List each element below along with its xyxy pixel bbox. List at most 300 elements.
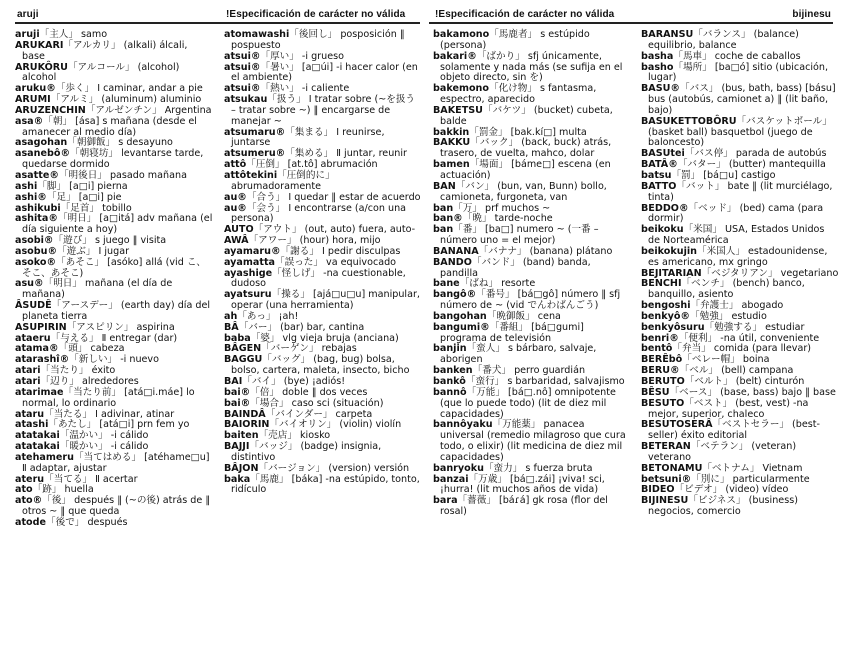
entry-headword: atsumaru® <box>224 126 286 138</box>
entry-headword: bannô <box>433 386 467 398</box>
entry-definition: 「別に」 particularmente <box>691 473 810 485</box>
entry-headword: BATÂ® <box>641 159 678 171</box>
entry-headword: BÂJON <box>224 462 259 474</box>
entry-headword: bentô <box>641 343 673 355</box>
entry-definition: 「場合」 caso sci (situación) <box>250 397 384 409</box>
entry-definition: 「当てはめる」 [atéhame□u] Ⅱ adaptar, ajustar <box>22 451 210 474</box>
entry-definition: 「バス」 (bus, bath, bass) [básu] bus (autobús, camionet a) ‖ (lit baño, bajo) <box>648 83 836 116</box>
entry-definition: 「会う」 Ⅰ encontrarse (a/con una persona) <box>231 202 407 225</box>
entry-definition: 「番」 [ba□] numero ~ (一番 – número uno = el mejor) <box>440 224 599 247</box>
entry-headword: bane <box>433 278 460 290</box>
entry-headword: bangô® <box>433 289 477 301</box>
entry-headword: attô <box>224 159 247 171</box>
entry-definition: 「バケツ」 (bucket) cubeta, balde <box>440 104 613 127</box>
entry-definition: 「アワー」 (hour) hora, mijo <box>248 235 381 247</box>
dictionary-entry <box>15 453 213 475</box>
entry-headword: BERUTO <box>641 376 685 387</box>
dictionary-entry <box>15 388 213 410</box>
entry-definition: 「謝る」 Ⅰ pedir disculpas <box>280 245 401 257</box>
entry-definition: 「婆」 vlg vieja bruja (anciana) <box>250 332 399 344</box>
page-header <box>15 5 833 23</box>
dictionary-entry <box>433 52 631 85</box>
entry-definition: 「バター」 (butter) mantequilla <box>677 159 826 171</box>
entry-definition: 「ばね」 resorte <box>459 278 536 290</box>
entry-headword: attôtekini <box>224 169 278 181</box>
entry-definition: 「圧倒的に」 abrumadoramente <box>231 169 335 192</box>
entry-headword: BAINDÂ <box>224 408 266 420</box>
entry-headword: betsuni® <box>641 473 692 485</box>
dictionary-entry <box>224 442 422 464</box>
entry-headword: ARUKARI <box>15 39 64 51</box>
dictionary-entry <box>15 279 213 301</box>
dictionary-entry <box>224 128 422 150</box>
header-mid-left-text: !Especificación de carácter no válida <box>226 9 406 20</box>
entry-definition: 「温かい」 -i cálido <box>59 430 149 442</box>
entry-definition: 「ベレー帽」 boina <box>682 354 770 366</box>
entry-definition: 「バイ」 (bye) ¡adiós! <box>242 376 346 387</box>
entry-definition: 「バック」 (back, buck) atrás, trasero, de vuelta, mahco, dolar <box>440 137 612 160</box>
entry-headword: ah <box>224 310 238 322</box>
dictionary-entry <box>641 247 839 269</box>
entry-definition: 「罰金」 [bak.kí□] multa <box>469 126 587 138</box>
entry-definition: 「馬鹿者」 s estúpido (persona) <box>440 29 590 51</box>
header-right-guide-word: bijinesu <box>792 9 831 20</box>
entry-definition: 「ばかり」 sfj únicamente, solamente y nada más (se sufija en el objeto directo, sin を) <box>440 50 623 84</box>
entry-headword: atsukau <box>224 94 268 106</box>
entry-definition: 「跡」 huella <box>32 484 94 496</box>
entry-headword: au® <box>224 202 247 214</box>
entry-definition: 「場所」 [ba□ó] sitio (ubicación, lugar) <box>648 61 829 84</box>
entry-definition: 「集める」 Ⅱ juntar, reunir <box>285 148 407 160</box>
entry-headword: BIDEO <box>641 484 675 496</box>
entry-definition: 「ベース」 (base, bass) bajo ‖ base <box>669 386 836 398</box>
entry-definition: 「バインダー」 carpeta <box>265 408 373 420</box>
entry-definition: 「辺り」 alrededores <box>40 376 139 387</box>
entry-headword: benkyôsuru <box>641 321 705 333</box>
entry-headword: ASUPIRIN <box>15 321 67 333</box>
dictionary-entry <box>641 279 839 301</box>
entry-headword: atarashî® <box>15 354 70 366</box>
entry-headword: au® <box>224 191 247 203</box>
entry-definition: 「暑い」 [a□úi] -i hacer calor (en el ambiente) <box>231 61 418 84</box>
entry-definition: 「バイオリン」 (violin) violín <box>269 419 402 431</box>
dictionary-entry <box>15 214 213 236</box>
entry-headword: bakemono <box>433 83 489 95</box>
entry-definition: 「バランス」 (balance) equilibrio, balance <box>648 29 799 51</box>
dictionary-entry <box>224 475 422 497</box>
entry-headword: bai® <box>224 386 251 398</box>
entry-headword: asanebô® <box>15 148 71 160</box>
entry-headword: ataeru <box>15 332 51 344</box>
entry-headword: atatakai <box>15 441 60 453</box>
dictionary-entry <box>641 63 839 85</box>
entry-definition: 「米国人」 estadounidense, es americano, mx gringo <box>648 245 828 268</box>
entry-headword: bai® <box>224 397 251 409</box>
entry-definition: 「勉強する」 estudiar <box>704 321 805 333</box>
entry-headword: asagohan <box>15 137 68 149</box>
entry-definition: 「アスピリン」 aspirina <box>66 321 175 333</box>
dictionary-entry <box>433 30 631 52</box>
entry-definition: 「薔薇」 [báɾá] gk rosa (flor del rosal) <box>440 495 608 518</box>
entry-headword: banryoku <box>433 462 484 474</box>
dictionary-entry <box>433 323 631 345</box>
entry-definition: 「蛮力」 s fuerza bruta <box>483 462 593 474</box>
entry-headword: BÊSU <box>641 386 670 398</box>
entry-definition: 「ベジタリアン」 vegetariano <box>701 267 839 279</box>
entry-headword: atode <box>15 516 47 528</box>
dictionary-entry <box>15 518 213 529</box>
entry-headword: ayatsuru <box>224 289 272 301</box>
entry-headword: BANDO <box>433 256 472 268</box>
dictionary-entry <box>224 63 422 85</box>
entry-headword: atashi <box>15 419 49 431</box>
entry-definition: 「馬鹿」 [báka] -na estúpido, tonto, ridículo <box>231 473 420 496</box>
dictionary-entry <box>641 30 839 52</box>
entry-definition: 「売店」 kiosko <box>258 430 331 442</box>
entry-headword: ashikubi <box>15 202 61 214</box>
entry-headword: ban <box>433 202 454 214</box>
entry-definition: 「圧倒」 [at.tô] abrumación <box>246 159 378 171</box>
dictionary-column-1 <box>15 30 213 529</box>
entry-headword: BÂGEN <box>224 343 262 355</box>
dictionary-entry <box>641 182 839 204</box>
entry-definition: 「万」 prf muchos ~ <box>453 202 551 214</box>
dictionary-column-4 <box>641 30 839 518</box>
entry-definition: 「バージョン」 (version) versión <box>258 462 410 474</box>
dictionary-column-3 <box>433 30 631 518</box>
entry-headword: bakari® <box>433 50 477 62</box>
dictionary-entry <box>15 496 213 518</box>
entry-headword: beikokujin <box>641 245 697 257</box>
entry-headword: aruku® <box>15 83 56 95</box>
entry-definition: 「バー」 (bar) bar, cantina <box>238 321 365 333</box>
entry-headword: ateru <box>15 473 45 485</box>
entry-definition: 「操る」 [ajá□u□u] manipular, operar (una herramienta) <box>231 289 420 312</box>
entry-headword: baba <box>224 332 251 344</box>
dictionary-entry <box>15 117 213 139</box>
entry-headword: BEDDO® <box>641 202 689 214</box>
entry-definition: 「ベストセラー」 (best-seller) éxito editorial <box>648 419 821 442</box>
entry-definition: 「晩」 tarde-noche <box>462 213 553 225</box>
entry-definition: 「熱い」 -i caliente <box>260 83 350 95</box>
entry-headword: banjin <box>433 343 467 355</box>
entry-headword: BETONAMU <box>641 462 703 474</box>
dictionary-entry <box>433 160 631 182</box>
dictionary-entry <box>641 117 839 150</box>
entry-headword: BATTO <box>641 180 677 192</box>
entry-headword: asoko® <box>15 256 57 268</box>
entry-headword: ayamatta <box>224 256 276 268</box>
entry-headword: BESUTO <box>641 397 685 409</box>
entry-definition: 「万能」 [bá□.nô] omnipotente (que lo puede todo) (lit de diez mil capacidades) <box>440 386 616 420</box>
entry-headword: baka <box>224 473 251 485</box>
entry-definition: 「あっ」 ¡ah! <box>237 310 299 322</box>
entry-definition: 「怪しげ」 -na cuestionable, dudoso <box>231 267 406 290</box>
dictionary-entry <box>433 344 631 366</box>
entry-definition: 「弁護士」 abogado <box>690 300 784 312</box>
entry-definition: 「万能薬」 panacea universal (remedio milagroso que cura todo, o elixir) (lit medicina de diez mil capacidades) <box>440 419 626 463</box>
entry-headword: BESUTOSERÂ <box>641 419 713 431</box>
entry-definition: 「バッグ」 (bag, bug) bolsa, bolso, cartera, maleta, insecto, bicho <box>231 354 410 377</box>
dictionary-entry <box>224 290 422 312</box>
entry-headword: BERÊbô <box>641 354 683 366</box>
dictionary-entry <box>224 355 422 377</box>
entry-definition: 「バッジ」 (badge) insignia, distintivo <box>231 441 382 463</box>
dictionary-entry <box>641 442 839 464</box>
entry-headword: BAN <box>433 180 456 192</box>
entry-headword: banken <box>433 365 473 377</box>
entry-headword: batsu <box>641 169 672 181</box>
entry-definition: 「番犬」 perro guardián <box>472 365 586 377</box>
entry-definition: 「アウト」 (out, auto) fuera, auto- <box>253 224 416 236</box>
dictionary-entry <box>15 258 213 280</box>
entry-definition: 「バス停」 parada de autobús <box>684 148 827 160</box>
entry-headword: BETERAN <box>641 441 691 453</box>
dictionary-entry <box>433 388 631 421</box>
entry-headword: basho <box>641 61 674 73</box>
entry-headword: ARUZENCHIN <box>15 104 86 116</box>
entry-headword: ashi <box>15 180 38 192</box>
header-rule-left <box>15 22 420 24</box>
dictionary-entry <box>641 204 839 226</box>
dictionary-entry <box>433 225 631 247</box>
entry-definition: 「場面」 [báme□] escena (en actuación) <box>440 159 611 181</box>
entry-definition: 「番号」 [bá□gô] número ‖ sfj número de ~ (vid でんわばんごう) <box>440 289 621 312</box>
entry-headword: bangohan <box>433 310 487 322</box>
entry-definition: 「後回し」 posposición ‖ pospuesto <box>231 29 405 51</box>
entry-definition: 「新しい」 -i nuevo <box>69 354 159 366</box>
entry-headword: ato <box>15 484 33 496</box>
entry-headword: asatte® <box>15 169 59 181</box>
entry-headword: ARUKÔRU <box>15 61 68 73</box>
entry-definition: 「ベテラン」 (veteran) veterano <box>648 441 797 463</box>
entry-headword: ban® <box>433 213 463 225</box>
entry-headword: ashi® <box>15 191 47 203</box>
entry-definition: 「ベッド」 (bed) cama (para dormir) <box>648 202 824 225</box>
dictionary-entry <box>641 496 839 518</box>
entry-headword: ARUMI <box>15 94 51 106</box>
entry-headword: BERU® <box>641 365 680 377</box>
entry-definition: 「頭」 cabeza <box>58 343 125 355</box>
entry-headword: atarimae <box>15 386 64 398</box>
entry-definition: 「足」 [a□i] pie <box>46 191 122 203</box>
entry-headword: BÂ <box>224 321 239 333</box>
entry-headword: BAKETSU <box>433 104 483 116</box>
entry-definition: 「バナナ」 (banana) plátano <box>478 245 613 257</box>
dictionary-entry <box>224 95 422 128</box>
dictionary-entry <box>641 399 839 421</box>
entry-headword: BAGGU <box>224 354 263 366</box>
entry-definition: 「ベンチ」 (bench) banco, banquillo, asiento <box>648 278 805 301</box>
dictionary-entry <box>224 269 422 291</box>
entry-headword: asu® <box>15 278 44 290</box>
entry-headword: banzai <box>433 473 469 485</box>
dictionary-entry <box>433 420 631 463</box>
entry-headword: atomawashi <box>224 29 290 40</box>
entry-definition: 「当たる」 Ⅰ adivinar, atinar <box>44 408 175 420</box>
dictionary-entry <box>224 30 422 52</box>
entry-definition: 「蛮行」 s barbaridad, salvajismo <box>465 376 625 387</box>
entry-definition: 「晩御飯」 cena <box>486 310 561 322</box>
entry-definition: 「アースデー」 (earth day) día del planeta tierra <box>22 300 211 322</box>
entry-headword: benkyô® <box>641 310 691 322</box>
entry-headword: atsui® <box>224 50 261 62</box>
dictionary-entry <box>15 41 213 63</box>
entry-definition: 「後で」 después <box>46 516 128 528</box>
entry-headword: bankô <box>433 376 466 387</box>
entry-headword: atsui® <box>224 83 261 95</box>
entry-definition: 「弁当」 comida (para llevar) <box>672 343 812 355</box>
entry-headword: asobi® <box>15 235 54 247</box>
entry-headword: BAJJI <box>224 441 250 453</box>
entry-headword: atari <box>15 365 41 377</box>
entry-definition: 「あそこ」 [asóko] allá (vid こ、そこ、あそこ) <box>22 256 207 279</box>
entry-definition: 「明日」 [a□itá] adv mañana (el día siguiente a hoy) <box>22 213 213 236</box>
entry-definition: 「合う」 Ⅰ quedar ‖ estar de acuerdo <box>246 191 421 203</box>
entry-headword: AUTO <box>224 224 254 236</box>
entry-headword: BAI <box>224 376 243 387</box>
entry-definition: 「万歳」 [bá□.zái] ¡viva! sci, ¡hurra! (lit muchos años de vida) <box>440 473 605 496</box>
entry-definition: 「罰」 [bá□u] castigo <box>671 169 776 181</box>
entry-headword: ayashige <box>224 267 273 279</box>
entry-headword: BANANA <box>433 245 479 257</box>
entry-headword: BASUKETTOBÔRU <box>641 115 737 127</box>
entry-definition: 「馬車」 coche de caballos <box>673 50 801 62</box>
header-mid-right-text: !Especificación de carácter no válida <box>435 9 615 20</box>
entry-headword: asa® <box>15 115 44 127</box>
dictionary-entry <box>641 225 839 247</box>
entry-definition: 「バンド」 (band) banda, pandilla <box>440 256 591 279</box>
dictionary-entry <box>15 149 213 171</box>
entry-headword: ban <box>433 224 454 236</box>
entry-definition: 「当てる」 Ⅱ acertar <box>44 473 138 485</box>
entry-definition: 「遊び」 s juego ‖ visita <box>53 235 167 247</box>
dictionary-entry <box>15 301 213 323</box>
entry-headword: basha <box>641 50 674 62</box>
entry-headword: aruji <box>15 29 40 40</box>
entry-definition: 「明後日」 pasado mañana <box>58 169 187 181</box>
entry-headword: bara <box>433 495 458 507</box>
entry-headword: BAIORIN <box>224 419 270 431</box>
entry-headword: atsumeru® <box>224 148 286 160</box>
entry-headword: ato® <box>15 495 43 507</box>
entry-definition: 「脚」 [a□i] pierna <box>37 180 128 192</box>
entry-definition: 「主人」 samo <box>39 29 108 40</box>
entry-definition: 「足首」 tobillo <box>60 202 132 214</box>
entry-definition: 「朝」 [ása] s mañana (desde el amanecer al medio día) <box>22 115 197 138</box>
dictionary-entry <box>641 420 839 442</box>
entry-definition: 「ベルト」 (belt) cinturón <box>684 376 805 387</box>
entry-definition: 「アルゼンチン」 Argentina <box>85 104 212 116</box>
entry-definition: 「明日」 mañana (el día de mañana) <box>22 278 173 301</box>
entry-headword: beikoku <box>641 224 684 236</box>
entry-headword: BIJINESU <box>641 495 689 507</box>
dictionary-entry <box>433 475 631 497</box>
dictionary-entry <box>433 106 631 128</box>
entry-definition: 「ビデオ」 (video) vídeo <box>674 484 789 496</box>
entry-headword: atari <box>15 376 41 387</box>
entry-headword: bannôyaku <box>433 419 493 431</box>
entry-definition: 「ベトナム」 Vietnam <box>702 462 803 474</box>
entry-definition: 「便利」 -na útil, conveniente <box>678 332 820 344</box>
entry-headword: BEJITARIAN <box>641 267 702 279</box>
entry-definition: 「バーゲン」 rebajas <box>261 343 357 355</box>
dictionary-entry <box>641 84 839 117</box>
entry-definition: 「蛮人」 s bárbaro, salvaje, aborigen <box>440 343 597 366</box>
entry-definition: 「与える」 Ⅱ entregar (dar) <box>50 332 178 344</box>
entry-headword: bangumi® <box>433 321 490 333</box>
entry-headword: BARANSU <box>641 29 694 40</box>
entry-headword: bakkin <box>433 126 470 138</box>
entry-headword: BASUtei <box>641 148 685 160</box>
dictionary-entry <box>433 182 631 204</box>
entry-definition: 「ベスト」 (best, vest) -na mejor, superior, chaleco <box>648 397 809 420</box>
entry-headword: ayamaru® <box>224 245 281 257</box>
entry-definition: 「あたし」 [atá□i] prn fem yo <box>48 419 190 431</box>
entry-definition: 「勉強」 estudio <box>690 310 767 322</box>
entry-definition: 「バン」 (bun, van, Bunn) bollo, camioneta, furgoneta, van <box>440 180 607 203</box>
entry-definition: 「バスケットボール」 (basket ball) basquetbol (juego de baloncesto) <box>648 115 832 149</box>
entry-definition: 「米国」 USA, Estados Unidos de Norteamérica <box>648 224 825 247</box>
entry-definition: 「誤った」 va equivocado <box>275 256 397 268</box>
dictionary-entry <box>433 290 631 312</box>
entry-headword: asobu® <box>15 245 58 257</box>
dictionary-entry <box>433 84 631 106</box>
entry-headword: bengoshi <box>641 300 691 312</box>
dictionary-entry <box>433 496 631 518</box>
entry-definition: 「アルカリ」 (alkali) álcali, base <box>22 39 188 62</box>
entry-definition: 「集まる」 Ⅰ reunirse, juntarse <box>231 126 385 149</box>
entry-headword: ataru <box>15 408 45 420</box>
entry-definition: 「ビジネス」 (business) negocios, comercio <box>648 495 798 518</box>
entry-definition: 「化け物」 s fantasma, espectro, aparecido <box>440 83 597 106</box>
entry-headword: bamen <box>433 159 470 171</box>
entry-headword: ÂSUDÊ <box>15 300 52 312</box>
dictionary-entry <box>433 138 631 160</box>
entry-definition: 「暖かい」 -i cálido <box>59 441 149 453</box>
entry-headword: benri® <box>641 332 679 344</box>
entry-definition: 「アルコール」 (alcohol) alcohol <box>22 61 180 84</box>
dictionary-entry <box>224 204 422 226</box>
entry-definition: 「倍」 doble ‖ dos veces <box>250 386 368 398</box>
entry-definition: 「後」 después ‖ (~の後) atrás de ‖ otros ~ ‖ que queda <box>22 495 211 518</box>
header-left-guide-word: aruji <box>17 9 39 20</box>
entry-definition: 「ベル」 (bell) campana <box>679 365 794 377</box>
dictionary-column-2 <box>224 30 422 496</box>
entry-headword: atama® <box>15 343 59 355</box>
entry-headword: ashita® <box>15 213 58 225</box>
dictionary-entry <box>15 63 213 85</box>
entry-definition: 「扱う」 Ⅰ tratar sobre (~を扱う – tratar sobre ~) ‖ encargarse de manejar ~ <box>231 94 416 127</box>
entry-headword: bakamono <box>433 29 490 40</box>
entry-headword: atatakai <box>15 430 60 442</box>
entry-headword: BASU® <box>641 83 681 95</box>
entry-definition: 「当たり」 éxito <box>40 365 116 377</box>
entry-definition: 「アルミ」 (aluminum) aluminio <box>50 94 202 106</box>
dictionary-entry <box>224 171 422 193</box>
entry-headword: BAKKU <box>433 137 471 149</box>
entry-headword: AWÂ <box>224 235 249 247</box>
entry-definition: 「遊ぶ」 Ⅰ jugar <box>57 245 130 257</box>
entry-definition: 「歩く」 Ⅰ caminar, andar a pie <box>55 83 203 95</box>
entry-definition: 「朝御飯」 s desayuno <box>67 137 173 149</box>
entry-definition: 「朝寝坊」 levantarse tarde, quedarse dormido <box>22 148 204 171</box>
entry-definition: 「番組」 [bá□gumi] programa de televisión <box>440 321 584 344</box>
entry-definition: 「当たり前」 [atá□i.máe] lo normal, lo ordinario <box>22 386 195 409</box>
entry-definition: 「厚い」 -i grueso <box>260 50 344 62</box>
entry-headword: atehameru <box>15 451 74 463</box>
entry-headword: atsui® <box>224 61 261 73</box>
